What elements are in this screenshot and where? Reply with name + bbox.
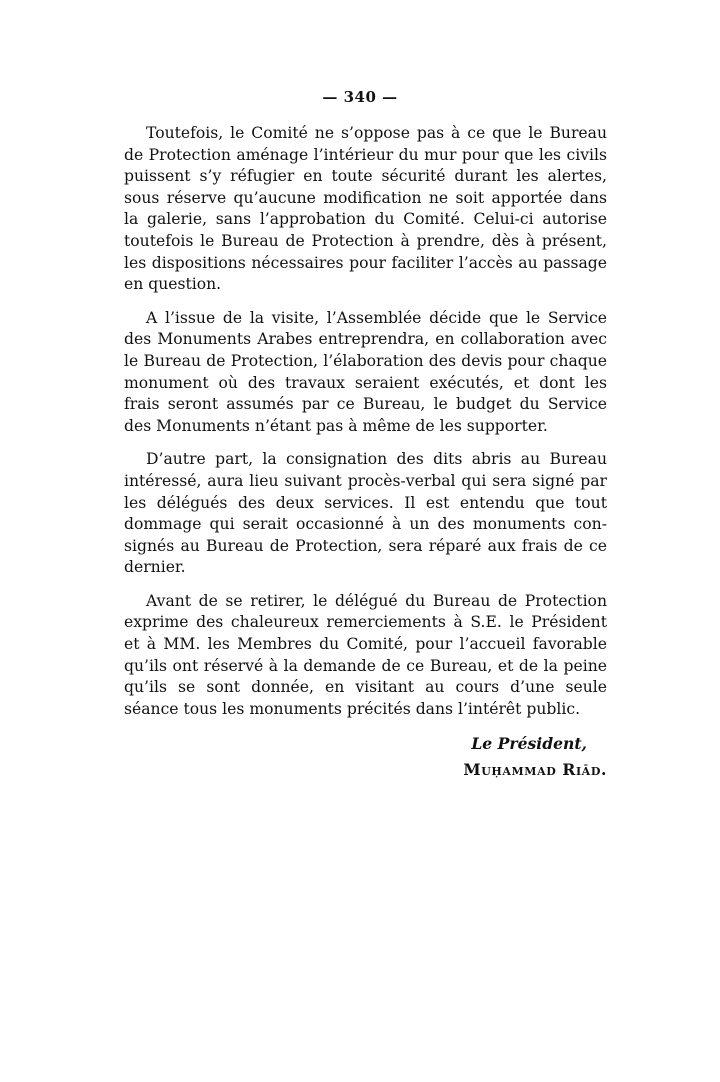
signatory-name: Muḥammad Riād.	[463, 760, 607, 779]
signature-block	[124, 731, 607, 783]
paragraph-2: A l’issue de la visite, l’Assemblée décide que le Service des Monuments Arabes entreprendra, en collaboration avec le Bureau de Protection, l’élaboration des devis pour chaque monument où des travaux seraient exécutés, et dont les frais seront assumés par ce Bureau, le budget du Service des Monuments n’étant pas à même de les supporter.	[124, 308, 607, 435]
paragraph-1: Toutefois, le Comité ne s’oppose pas à ce que le Bureau de Protection aménage l’intérieur du mur pour que les civils puissent s’y réfugier en toute sécurité durant les alertes, sous réserve qu’aucune modification ne soit apportée dans la galerie, sans l’approbation du Comité. Celui-ci autorise toutefois le Bureau de Protection à prendre, dès à présent, les dispositions nécessaires pour faciliter l’accès au passage en question.	[124, 124, 607, 294]
paragraph-3: D’autre part, la consignation des dits abris au Bureau intéressé, aura lieu suivant procès-verbal qui sera signé par les délégués des deux services. Il est entendu que tout dommage qui serait occasionné à un des monuments consignés au Bureau de Protection, sera réparé aux frais de ce dernier.	[124, 450, 607, 577]
page-number: — 340 —	[322, 88, 398, 106]
paragraph-4: Avant de se retirer, le délégué du Bureau de Protection exprime des chaleureux remerciements à S.E. le Président et à MM. les Membres du Comité, pour l’accueil favorable qu’ils ont réservé à la demande de ce Bureau, et de la peine qu’ils se sont donnée, en visitant au cours d’une seule séance tous les monuments précités dans l’intérêt public.	[124, 591, 607, 718]
document-body	[124, 123, 607, 732]
signatory-title: Le Président,	[471, 734, 587, 753]
